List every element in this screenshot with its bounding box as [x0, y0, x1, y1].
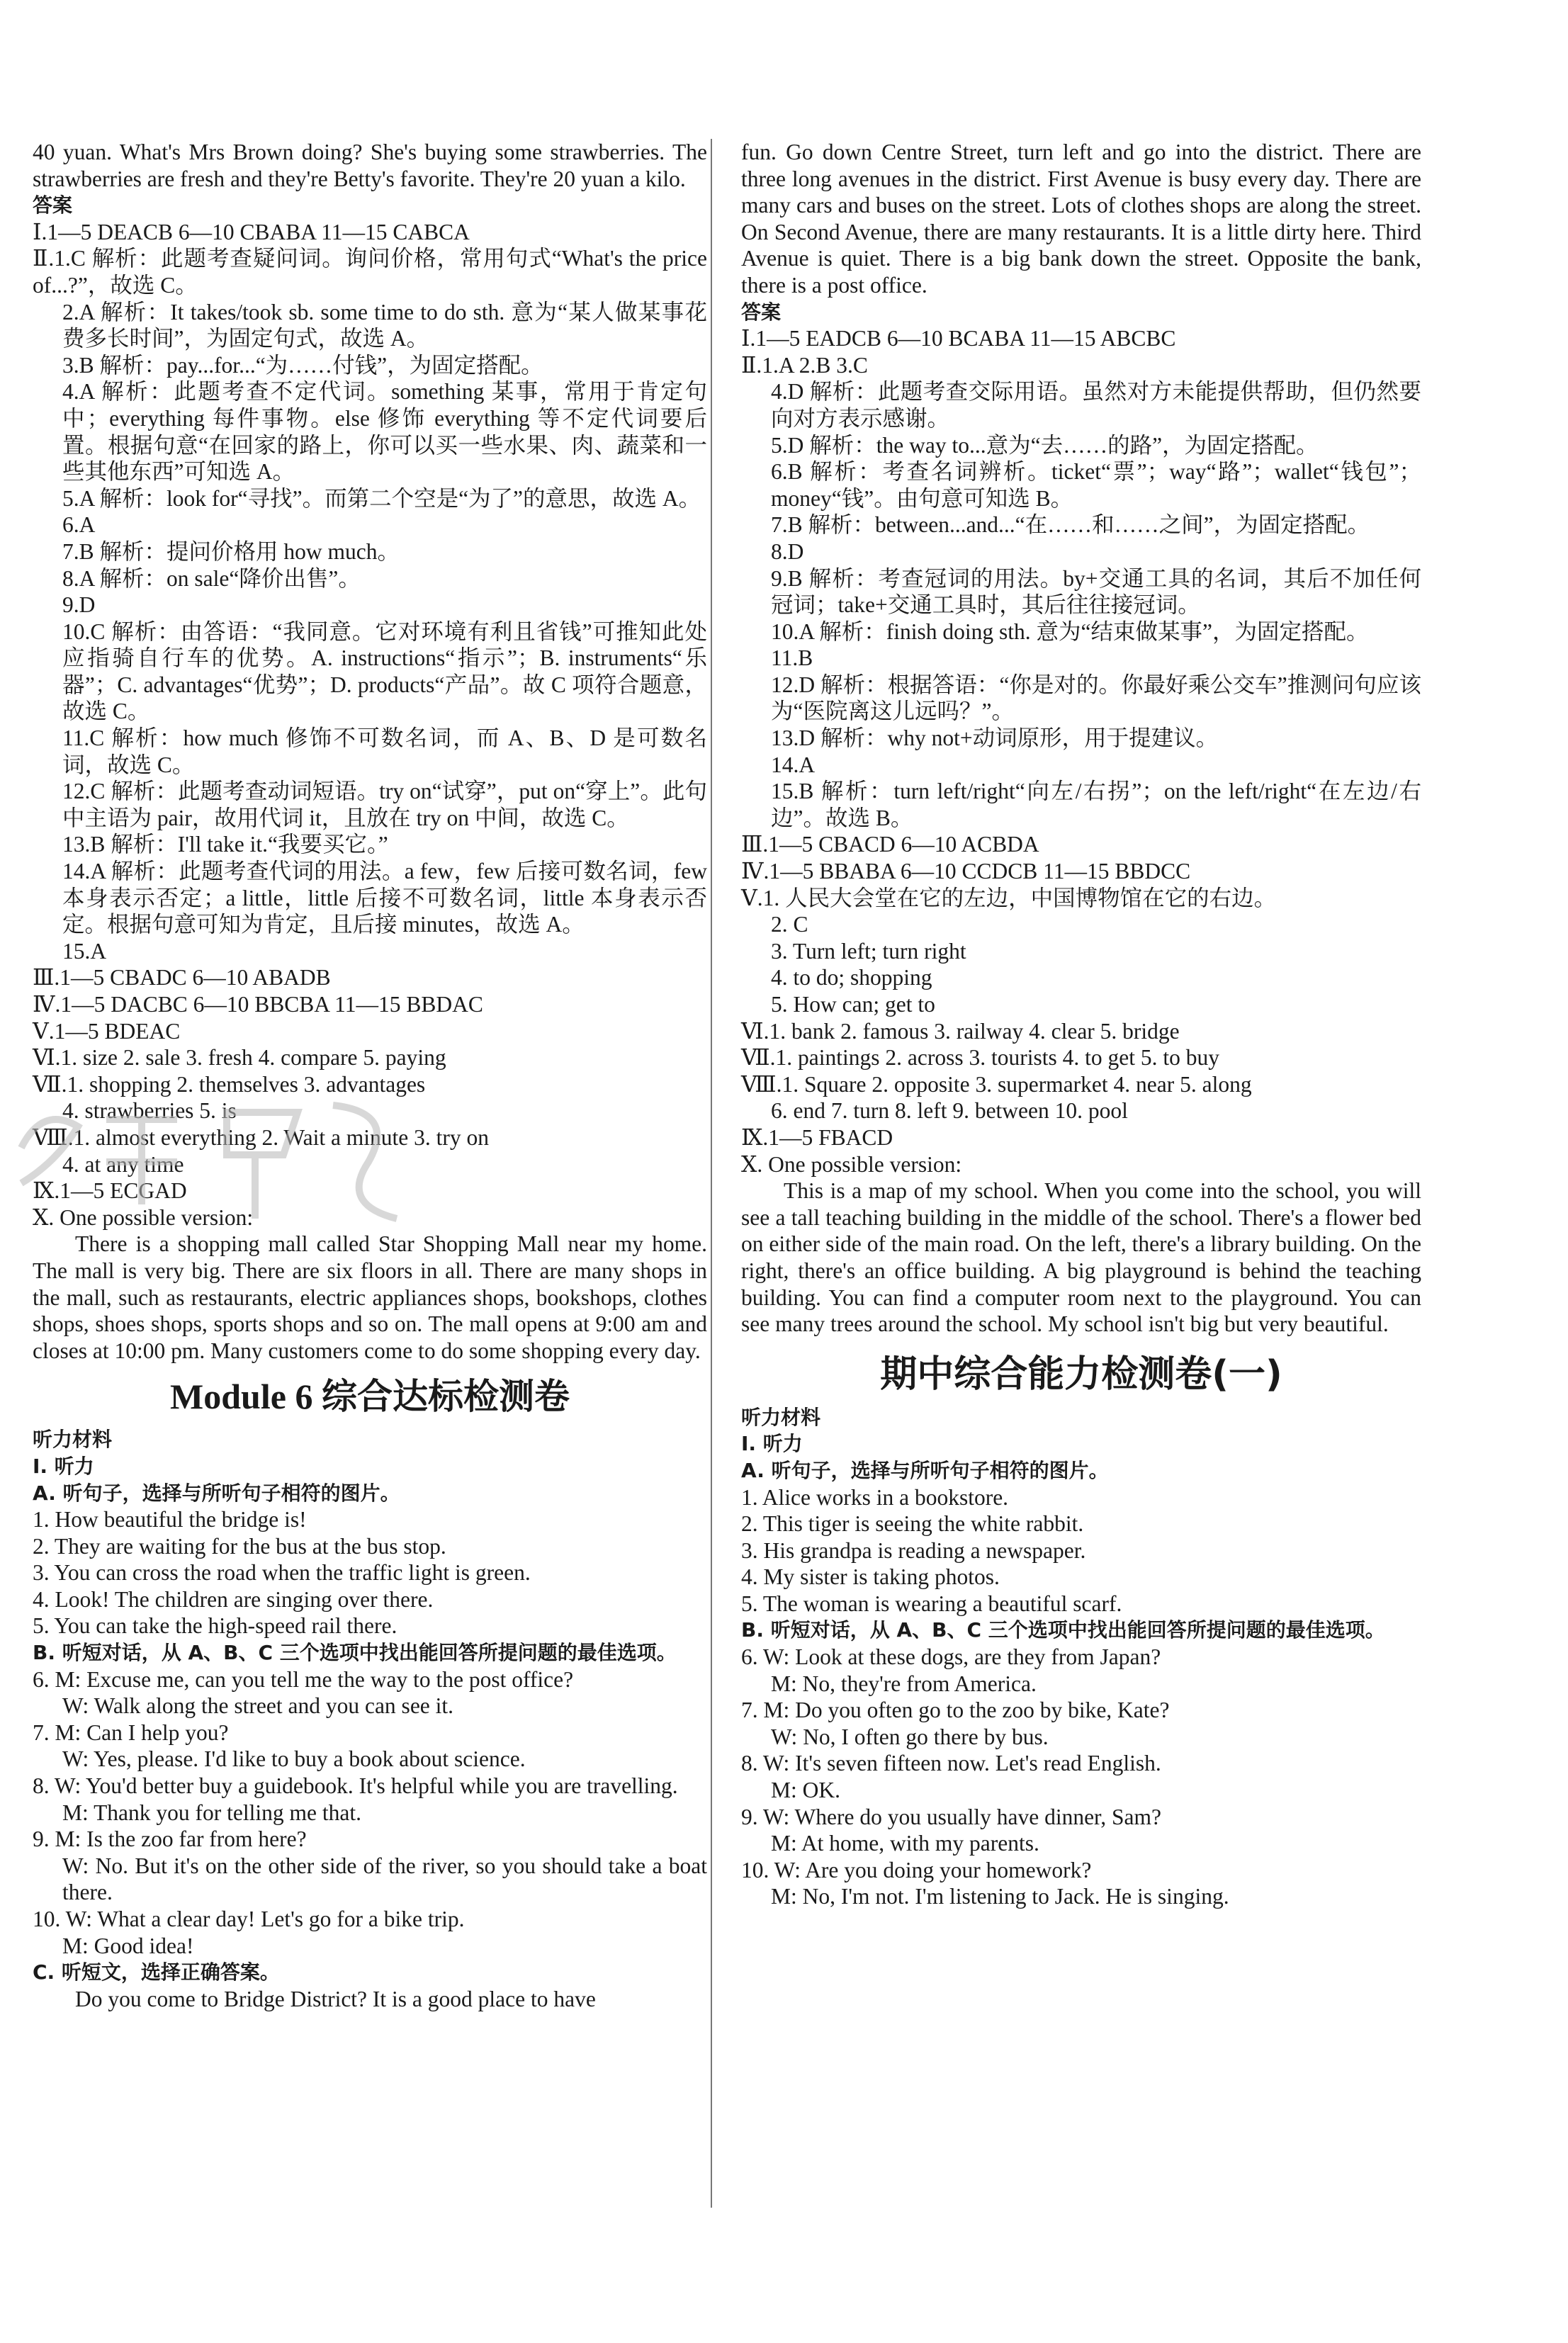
text-line: 7.B 解析：提问价格用 how much。 [62, 538, 400, 564]
text-line: Ⅸ.1—5 ECGAD [33, 1178, 187, 1204]
text-line: 答案 [741, 300, 782, 324]
text-line: 7. M: Do you often go to the zoo by bike, Kate? [741, 1698, 1170, 1723]
text-line: 3.B 解析：pay...for...“为……付钱”，为固定搭配。 [62, 352, 543, 378]
text-line: 7. M: Can I help you? [33, 1720, 229, 1745]
text-line: 2. They are waiting for the bus at the bus stop. [33, 1533, 446, 1559]
text-line: Ⅴ.1—5 BDEAC [33, 1018, 181, 1044]
text-line: A. 听句子，选择与所听句子相符的图片。 [33, 1481, 400, 1505]
text-line: 4. Look! The children are singing over there. [33, 1586, 434, 1612]
text-line: 11.B [771, 645, 813, 671]
text-line: 15.A [62, 938, 107, 964]
text-line: 4.D 解析：此题考查交际用语。虽然对方未能提供帮助，但仍然要向对方表示感谢。 [771, 379, 1421, 431]
text-line: 3. You can cross the road when the traffic light is green. [33, 1560, 531, 1586]
text-line: Ⅷ.1. almost everything 2. Wait a minute 3. try on [33, 1124, 490, 1150]
text-line: Ⅱ.1.C 解析：此题考查疑问词。询问价格，常用句式“What's the price of...?”，故选 C。 [33, 246, 707, 298]
text-line: Ⅲ.1—5 CBACD 6—10 ACBDA [741, 832, 1039, 857]
text-line: 14.A 解析：此题考查代词的用法。a few，few 后接可数名词，few 本身表示否定；a little，little 后接不可数名词，little 本身表示否定。根据句意可知为肯定，且后接 minutes，故选 A。 [62, 859, 707, 937]
text-line: 8. W: You'd better buy a guidebook. It's helpful while you are travelling. [33, 1773, 678, 1799]
text-line: Ⅵ.1. size 2. sale 3. fresh 4. compare 5. paying [33, 1045, 446, 1071]
text-line: 12.C 解析：此题考查动词短语。try on“试穿”，put on“穿上”。此句中主语为 pair，故用代词 it，且放在 try on 中间，故选 C。 [62, 779, 707, 830]
text-line: Ⅹ. One possible version: [33, 1204, 254, 1230]
text-line: 8.D [771, 538, 804, 564]
text-line: W: Walk along the street and you can see it. [62, 1693, 454, 1719]
text-line: Ⅶ.1. shopping 2. themselves 3. advantages [33, 1071, 426, 1097]
text-line: M: Good idea! [62, 1933, 194, 1958]
text-line: 9. W: Where do you usually have dinner, Sam? [741, 1804, 1162, 1829]
text-line: W: No, I often go there by bus. [771, 1724, 1049, 1749]
text-line: Ⅰ.1—5 DEACB 6—10 CBABA 11—15 CABCA [33, 219, 470, 244]
text-line: Do you come to Bridge District? It is a good place to have [75, 1986, 596, 2011]
text-line: 5. You can take the high-speed rail there. [33, 1613, 397, 1639]
text-line: 8.A 解析：on sale“降价出售”。 [62, 565, 361, 591]
text-line: Ⅳ.1—5 BBABA 6—10 CCDCB 11—15 BBDCC [741, 859, 1191, 884]
text-line: 1. How beautiful the bridge is! [33, 1507, 307, 1532]
right-answers-section [741, 139, 1421, 1338]
text-line: 4. My sister is taking photos. [741, 1564, 1000, 1590]
text-line: A. 听句子，选择与所听句子相符的图片。 [741, 1458, 1109, 1482]
text-line: 5.A 解析：look for“寻找”。而第二个空是“为了”的意思，故选 A。 [62, 485, 701, 511]
text-line: 9.D [62, 592, 96, 618]
text-line: 12.D 解析：根据答语：“你是对的。你最好乘公交车”推测问句应该为“医院离这儿远吗？”。 [771, 672, 1421, 724]
text-line: fun. Go down Centre Street, turn left and go into the district. There are three long avenues in the district. First Avenue is busy every day. There are many cars and buses on the street. Lots of clothes shops are along the street. On Second Avenue, there are many restaurants. It is a little dirty here. Third Avenue is quiet. There is a big bank down the street. Opposite the bank, there is a post office. [741, 140, 1421, 298]
text-line: There is a shopping mall called Star Shopping Mall near my home. The mall is very big. There are six floors in all. There are many shops in the mall, such as restaurants, electric appliances shops, bookshops, clothes shops, shoes shops, sports shops and so on. The mall opens at 9:00 am and closes at 10:00 pm. Many customers come to do some shopping every day. [33, 1231, 707, 1363]
text-line: M: OK. [771, 1778, 841, 1803]
text-line: 4. to do; shopping [771, 965, 932, 990]
text-line: Ⅲ.1—5 CBADC 6—10 ABADB [33, 965, 331, 990]
text-line: M: At home, with my parents. [771, 1831, 1039, 1856]
text-line: B. 听短对话，从 A、B、C 三个选项中找出能回答所提问题的最佳选项。 [33, 1641, 677, 1665]
text-line: Ⅰ.1—5 EADCB 6—10 BCABA 11—15 ABCBC [741, 326, 1176, 351]
text-line: 4.A 解析：此题考查不定代词。something 某事，常用于肯定句中；everything 每件事物。else 修饰 everything 等不定代词要后置。根据句意“在回家的路上，你可以买一些水果、肉、蔬菜和一些其他东西”可知选 A。 [62, 379, 707, 485]
text-line: 13.B 解析：I'll take it.“我要买它。” [62, 832, 388, 857]
text-line: 10.A 解析：finish doing sth. 意为“结束做某事”，为固定搭配。 [771, 619, 1369, 644]
text-line: 14.A [771, 752, 816, 777]
text-line: 3. His grandpa is reading a newspaper. [741, 1537, 1086, 1563]
text-line: B. 听短对话，从 A、B、C 三个选项中找出能回答所提问题的最佳选项。 [741, 1618, 1385, 1642]
midterm-heading: 期中综合能力检测卷(一) [880, 1353, 1282, 1396]
text-line: W: Yes, please. I'd like to buy a book about science. [62, 1746, 526, 1772]
text-line: C. 听短文，选择正确答案。 [33, 1960, 280, 1985]
text-line: Ⅵ.1. bank 2. famous 3. railway 4. clear 5. bridge [741, 1018, 1180, 1044]
text-line: 9.B 解析：考查冠词的用法。by+交通工具的名词，其后不加任何冠词；take+交通工具时，其后往往接冠词。 [771, 565, 1421, 618]
text-line: W: No. But it's on the other side of the river, so you should take a boat there. [62, 1853, 707, 1905]
text-line: Ⅹ. One possible version: [741, 1151, 962, 1177]
text-line: 11.C 解析：how much 修饰不可数名词，而 A、B、D 是可数名词，故选 C。 [62, 726, 707, 777]
text-line: 答案 [33, 193, 73, 218]
text-line: 5. The woman is wearing a beautiful scarf. [741, 1591, 1122, 1616]
left-answers-section [33, 139, 707, 1364]
text-line: Ⅳ.1—5 DACBC 6—10 BBCBA 11—15 BBDAC [33, 992, 483, 1017]
text-line: Ⅶ.1. paintings 2. across 3. tourists 4. to get 5. to buy [741, 1045, 1219, 1071]
text-line: 听力材料 [33, 1428, 113, 1452]
midterm-listening-section [741, 1404, 1421, 1910]
text-line: Ⅷ.1. Square 2. opposite 3. supermarket 4. near 5. along [741, 1071, 1252, 1097]
right-column [741, 139, 1421, 1910]
text-line: 7.B 解析：between...and...“在……和……之间”，为固定搭配。 [771, 512, 1370, 538]
text-line: Ⅰ. 听力 [741, 1432, 803, 1456]
left-column [33, 139, 707, 2012]
text-line: M: No, they're from America. [771, 1671, 1037, 1696]
text-line: Ⅱ.1.A 2.B 3.C [741, 352, 868, 378]
text-line: 6. end 7. turn 8. left 9. between 10. pool [771, 1098, 1128, 1124]
text-line: 6. M: Excuse me, can you tell me the way to the post office? [33, 1666, 574, 1692]
text-line: M: No, I'm not. I'm listening to Jack. He is singing. [771, 1884, 1229, 1909]
text-line: 5.D 解析：the way to...意为“去……的路”，为固定搭配。 [771, 432, 1319, 458]
text-line: 13.D 解析：why not+动词原形，用于提建议。 [771, 726, 1219, 751]
text-line: 2. C [771, 912, 808, 937]
text-line: 6.B 解析：考查名词辨析。ticket“票”；way“路”；wallet“钱包”；money“钱”。由句意可知选 B。 [771, 459, 1421, 511]
text-line: Ⅰ. 听力 [33, 1454, 94, 1478]
text-line: This is a map of my school. When you come into the school, you will see a tall teaching building in the middle of the school. There's a flower bed on either side of the main road. On the left, there's a library building. On the right, there's an office building. A big playground is behind the teaching building. You can find a computer room next to the playground. You can see many trees around the school. My school isn't big but very beautiful. [741, 1178, 1421, 1337]
text-line: 5. How can; get to [771, 992, 935, 1017]
text-line: 4. strawberries 5. is [62, 1098, 237, 1124]
text-line: 1. Alice works in a bookstore. [741, 1484, 1009, 1510]
text-line: Ⅸ.1—5 FBACD [741, 1124, 893, 1150]
column-divider [711, 139, 712, 2208]
text-line: 2.A 解析：It takes/took sb. some time to do sth. 意为“某人做某事花费多长时间”，为固定句式，故选 A。 [62, 299, 707, 351]
text-line: 2. This tiger is seeing the white rabbit. [741, 1511, 1084, 1537]
text-line: M: Thank you for telling me that. [62, 1800, 361, 1825]
text-line: 10.C 解析：由答语：“我同意。它对环境有利且省钱”可推知此处应指骑自行车的优势。A. instructions“指示”；B. instruments“乐器”；C. advantages“优势”；D. products“产品”。故 C 项符合题意，故选 C。 [62, 619, 707, 724]
text-line: 4. at any time [62, 1151, 184, 1177]
text-line: 听力材料 [741, 1405, 821, 1429]
text-line: 9. M: Is the zoo far from here? [33, 1827, 307, 1852]
text-line: 3. Turn left; turn right [771, 938, 966, 964]
module-heading: Module 6 综合达标检测卷 [170, 1377, 570, 1417]
text-line: 15.B 解析：turn left/right“向左/右拐”；on the left/right“在左边/右边”。故选 B。 [771, 779, 1421, 830]
text-line: 10. W: What a clear day! Let's go for a bike trip. [33, 1907, 465, 1931]
text-line: Ⅴ.1. 人民大会堂在它的左边，中国博物馆在它的右边。 [741, 885, 1277, 910]
text-line: 8. W: It's seven fifteen now. Let's read English. [741, 1751, 1161, 1776]
text-line: 6.A [62, 512, 96, 538]
text-line: 40 yuan. What's Mrs Brown doing? She's buying some strawberries. The strawberries are fresh and they're Betty's favorite. They're 20 yuan a kilo. [33, 140, 707, 191]
text-line: 10. W: Are you doing your homework? [741, 1857, 1092, 1882]
listening-material-section [33, 1426, 707, 2012]
text-line: 6. W: Look at these dogs, are they from Japan? [741, 1644, 1161, 1670]
